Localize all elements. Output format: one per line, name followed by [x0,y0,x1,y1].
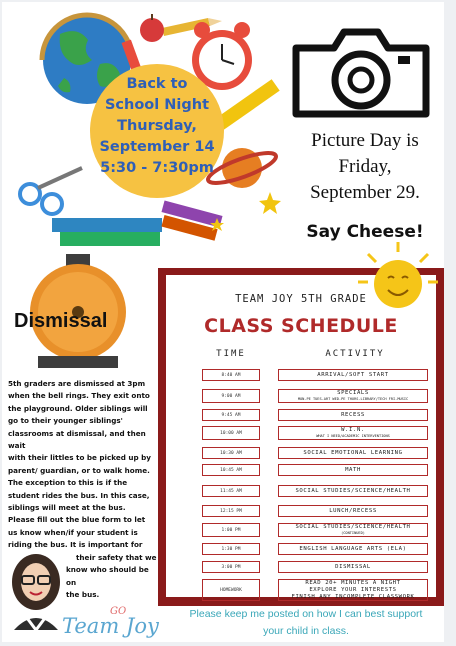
say-cheese-text: Say Cheese! [306,222,424,242]
activity-name: W.I.N. [341,427,365,434]
books-icon [52,200,223,246]
schedule-time-cell: 1:30 PM [202,543,260,555]
time-column-header: TIME [216,349,246,359]
dismissal-line: student rides the bus. In this case, [8,490,150,500]
schedule-time-cell: 10:30 AM [202,447,260,459]
dismissal-line: riding the bus. It is important for [8,540,143,550]
schedule-activity-cell [278,464,428,476]
teacher-avatar-icon [6,548,66,630]
activity-subtext: (CONTINUED) [341,531,365,536]
activity-name: LUNCH/RECESS [329,507,377,514]
picture-day-line: Picture Day is [311,130,419,151]
schedule-time-cell: HOMEWORK [202,579,260,601]
star-icon [210,192,281,231]
schedule-time-cell: 1:00 PM [202,523,260,537]
schedule-activity-cell [278,369,428,381]
activity-name: MATH [345,466,361,473]
footer-line: your child in class. [263,625,349,637]
dismissal-line: the bus. [66,589,100,599]
schedule-activity-cell [278,543,428,555]
activity-name: SOCIAL EMOTIONAL LEARNING [303,449,403,456]
schedule-time-cell: 12:15 PM [202,505,260,517]
activity-extra-line: FINISH ANY INCOMPLETE CLASSWORK [291,593,415,600]
dismissal-line: parent/ guardian, or to walk home. [8,465,150,475]
schedule-time-cell: 11:45 AM [202,485,260,497]
dismissal-line: their safety that we [76,552,157,562]
back-to-school-text [90,74,224,179]
activity-extra-line: EXPLORE YOUR INTERESTS [309,586,397,593]
bts-line: 5:30 - 7:30pm [100,160,214,176]
schedule-activity-cell [278,447,428,459]
activity-subtext: WHAT I NEED/ACADEMIC INTERVENTIONS [316,434,390,439]
footer-line: Please keep me posted on how I can best support [189,608,423,620]
activity-name: READ 20+ MINUTES A NIGHT [305,579,401,586]
class-schedule-panel [158,268,444,606]
schedule-time-cell: 3:00 PM [202,561,260,573]
activity-name: ENGLISH LANGUAGE ARTS (ELA) [299,545,407,552]
bts-line: September 14 [99,139,215,155]
dismissal-line: siblings will meet at the bus. [8,503,126,513]
schedule-time-cell: 10:45 AM [202,464,260,476]
flyer-page [2,2,444,642]
bts-line: Thursday, [117,118,197,134]
schedule-time-cell: 8:40 AM [202,369,260,381]
bts-line: Back to [126,76,188,92]
activity-name: SOCIAL STUDIES/SCIENCE/HEALTH [295,487,411,494]
activity-name: DISMISSAL [335,563,371,570]
schedule-time-cell: 9:00 AM [202,389,260,403]
scissors-icon [20,168,82,214]
team-joy-logo: Team Joy [62,614,159,638]
schedule-time-cell: 10:00 AM [202,426,260,440]
camera-icon [286,14,436,126]
activity-subtext: MON-PE TUES-ART WED-PE THURS-LIBRARY/TECH FRI-MUSIC [297,397,409,402]
activity-name: SPECIALS [337,390,369,397]
schedule-time-cell: 9:45 AM [202,409,260,421]
dismissal-line: us know when/if your student is [8,527,138,537]
schedule-activity-cell [278,561,428,573]
activity-name: ARRIVAL/SOFT START [317,371,389,378]
picture-day-line: September 29. [310,182,420,203]
activity-column-header: ACTIVITY [325,349,385,359]
schedule-inner [166,275,436,600]
activity-name: SOCIAL STUDIES/SCIENCE/HEALTH [295,524,411,531]
footer-message [168,606,444,640]
bts-line: School Night [104,97,210,113]
dismissal-line: Please fill out the blue form to let [8,515,146,525]
schedule-activity-cell [278,409,428,421]
dismissal-line: know who should be on [66,565,149,587]
schedule-activity-cell [278,505,428,517]
dismissal-title: Dismissal [14,310,108,332]
sun-icon [352,238,444,318]
schedule-activity-cell [278,523,428,537]
dismissal-line: classrooms at dismissal, and then wait [8,428,146,451]
picture-day-line: Friday, [338,156,392,177]
schedule-header: TEAM JOY 5TH GRADE [235,293,367,305]
dismissal-line: go to their younger siblings' [8,416,123,426]
schedule-activity-cell [278,579,428,601]
dismissal-line: the playground. Older siblings will [8,403,148,413]
schedule-title: CLASS SCHEDULE [204,315,398,337]
schedule-activity-cell [278,485,428,497]
dismissal-line: 5th graders are dismissed at 3pm [8,379,146,388]
schedule-activity-cell [278,426,428,440]
picture-day-text [290,128,440,206]
apple-icon [140,14,164,42]
dismissal-line: when the bell rings. They exit onto [8,391,150,401]
dismissal-line: with their littles to be picked up by [8,453,151,463]
activity-name: RECESS [341,411,365,418]
schedule-activity-cell [278,389,428,403]
dismissal-line: The exception to this is if the [8,478,128,488]
logo-go-text: GO [110,606,127,617]
